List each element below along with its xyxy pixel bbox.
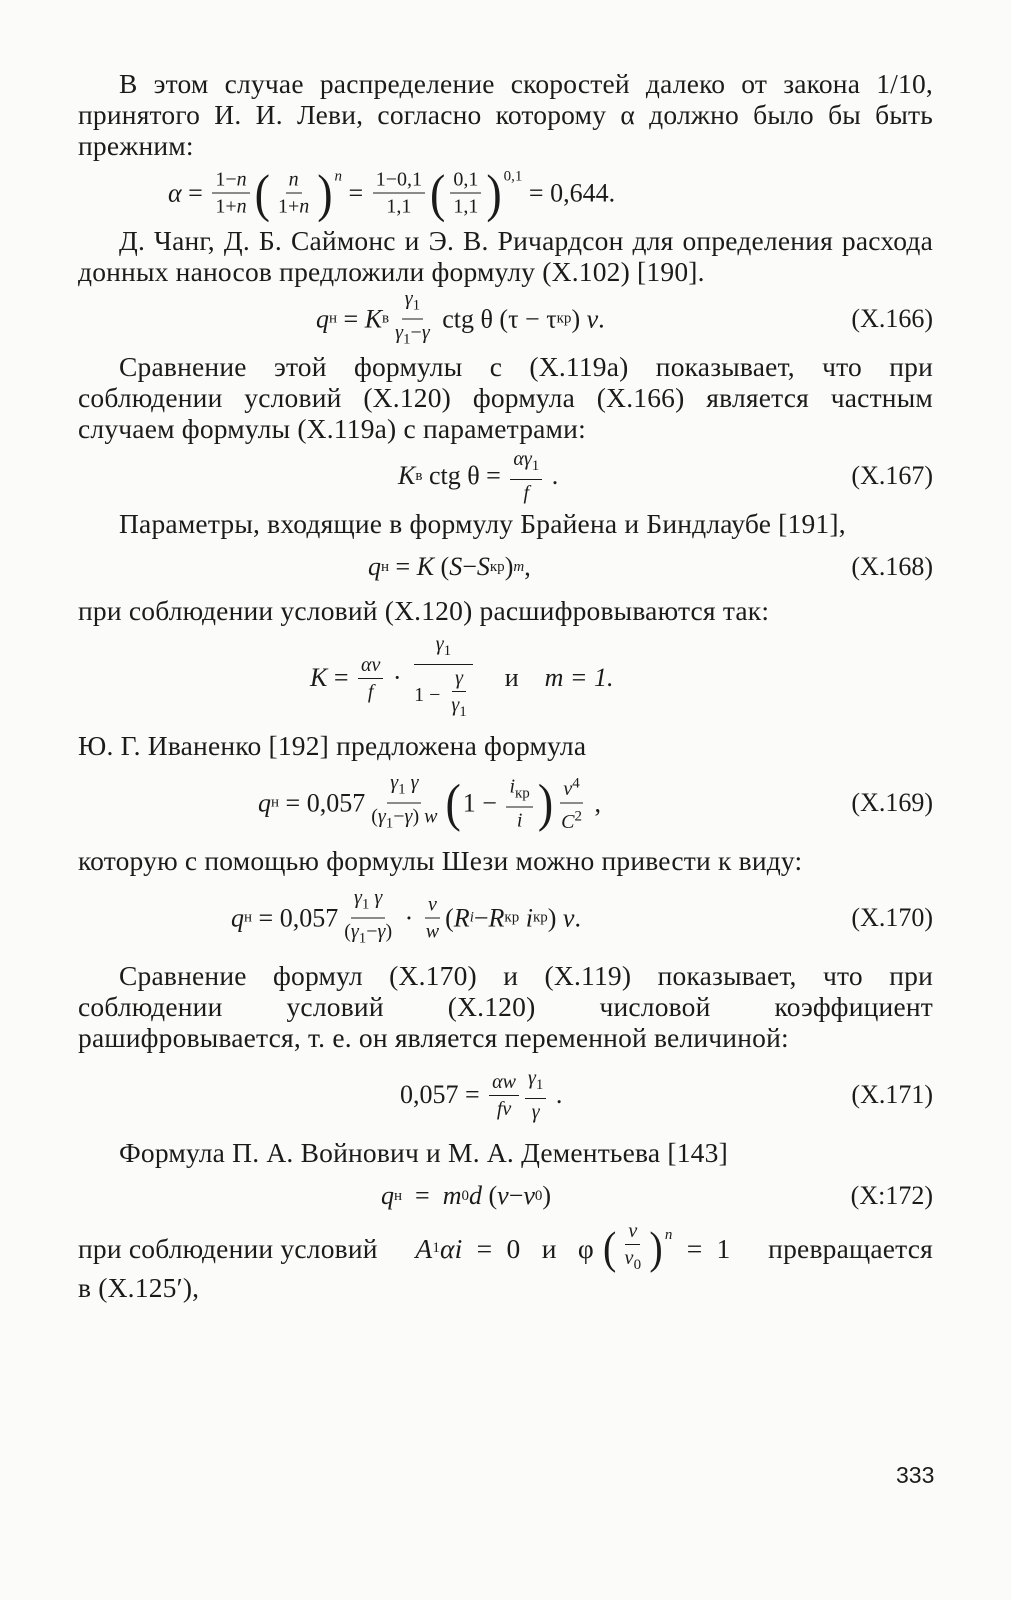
equation-x169 bbox=[78, 761, 933, 845]
paragraph-comparison-119a: Сравнение этой формулы с (X.119a) показывает, что при соблюдении условий (X.120) формула (X.166) является частным случаем формулы (X.119a) с параметрами: bbox=[78, 351, 933, 444]
formula-k-m: K = αv f · $\gamma_1$ 1 − γ $\gamma_1$ и m = 1. bbox=[310, 633, 614, 720]
equation-x167 bbox=[78, 444, 933, 508]
formula-x168: q н = K ( S − S кр ) m , bbox=[368, 552, 531, 581]
paragraph-brayen-bindlaube: Параметры, входящие в формулу Брайена и Биндлаубе [191], bbox=[119, 508, 846, 539]
formula-conditions: A 1 αi = 0 и φ ( v $v_0$ ) $^n$ = 1 bbox=[415, 1220, 731, 1274]
coefficient-value: 0,057 bbox=[400, 1080, 459, 1109]
formula-x169: q н = 0,057 $\gamma_1$ γ $(\gamma_1-\gamma)$ w ( 1 − $i_{кр}$ i ) $v^4$ $C^2$ , bbox=[258, 771, 601, 834]
alpha-result: = 0,644. bbox=[528, 178, 616, 207]
page-body bbox=[78, 68, 933, 1303]
paragraph-voinovich: Формула П. А. Войнович и М. А. Дементьева [143] bbox=[119, 1137, 728, 1168]
formula-x171: 0,057 = αw fv $\gamma_1$ γ . bbox=[400, 1067, 563, 1123]
paragraph-conditions bbox=[78, 1220, 933, 1274]
paragraph-levi-law: В этом случае распределение скоростей далеко от закона 1/10, принятого И. И. Леви, согласно которому α должно было бы быть прежним: bbox=[78, 68, 933, 161]
paragraph-chezy: которую с помощью формулы Шези можно привести к виду: bbox=[78, 845, 803, 876]
equation-number: (X.171) bbox=[851, 1080, 933, 1109]
formula-x170: q н = 0,057 $\gamma_1$ γ $(\gamma_1-\gamma)$ · v w ( R i − R кр i кр ) v . bbox=[231, 886, 581, 947]
equation-x170 bbox=[78, 876, 933, 960]
conditions-text: при соблюдении условий bbox=[78, 1232, 378, 1264]
paragraph-comparison-119: Сравнение формул (X.170) и (X.119) показывает, что при соблюдении условий (X.120) числовой коэффициент рашифровывается, т. е. он является переменной величиной: bbox=[78, 960, 933, 1053]
equation-number: (X.169) bbox=[851, 788, 933, 817]
equation-number: (X.170) bbox=[851, 903, 933, 932]
equation-x172 bbox=[78, 1168, 933, 1224]
equation-x166 bbox=[78, 287, 933, 351]
paragraph-chang-simons: Д. Чанг, Д. Б. Саймонс и Э. В. Ричардсон для определения расхода донных наносов предложили формулу (X.102) [190]. bbox=[78, 225, 933, 287]
m-value: m = 1. bbox=[544, 663, 614, 692]
formula-x166: q н = K в $\gamma_1$ $\gamma_1-\gamma$ ctg θ (τ − τ кр ) v . bbox=[316, 287, 605, 348]
paragraph-decoded: при соблюдении условий (X.120) расшифровываются так: bbox=[78, 595, 770, 626]
equation-number: (X.168) bbox=[851, 552, 933, 581]
equation-number: (X:172) bbox=[850, 1181, 933, 1210]
paragraph-ivanenko: Ю. Г. Иваненко [192] предложена формула bbox=[78, 730, 587, 761]
page-number: 333 bbox=[896, 1462, 935, 1488]
formula-x172: q н = m 0 d ( v − v 0 ) bbox=[381, 1181, 552, 1210]
equation-k-m bbox=[78, 626, 933, 730]
formula-alpha: α = 1−n 1+n ( n 1+n ) $^n$ = 1−0,1 1,1 ( 0,1 1,1 ) $^{0,1}$ = 0,644. bbox=[168, 163, 616, 222]
equation-x171 bbox=[78, 1053, 933, 1137]
equation-number: (X.167) bbox=[851, 461, 933, 490]
equation-x168 bbox=[78, 539, 933, 595]
equation-alpha bbox=[78, 161, 933, 225]
formula-x167: K в ctg θ = $\alpha\gamma_1$ f . bbox=[398, 448, 559, 504]
conditions-continuation: в (X.125′), bbox=[78, 1272, 200, 1303]
equation-number: (X.166) bbox=[851, 304, 933, 333]
conditions-text-end: превращается bbox=[768, 1232, 933, 1264]
